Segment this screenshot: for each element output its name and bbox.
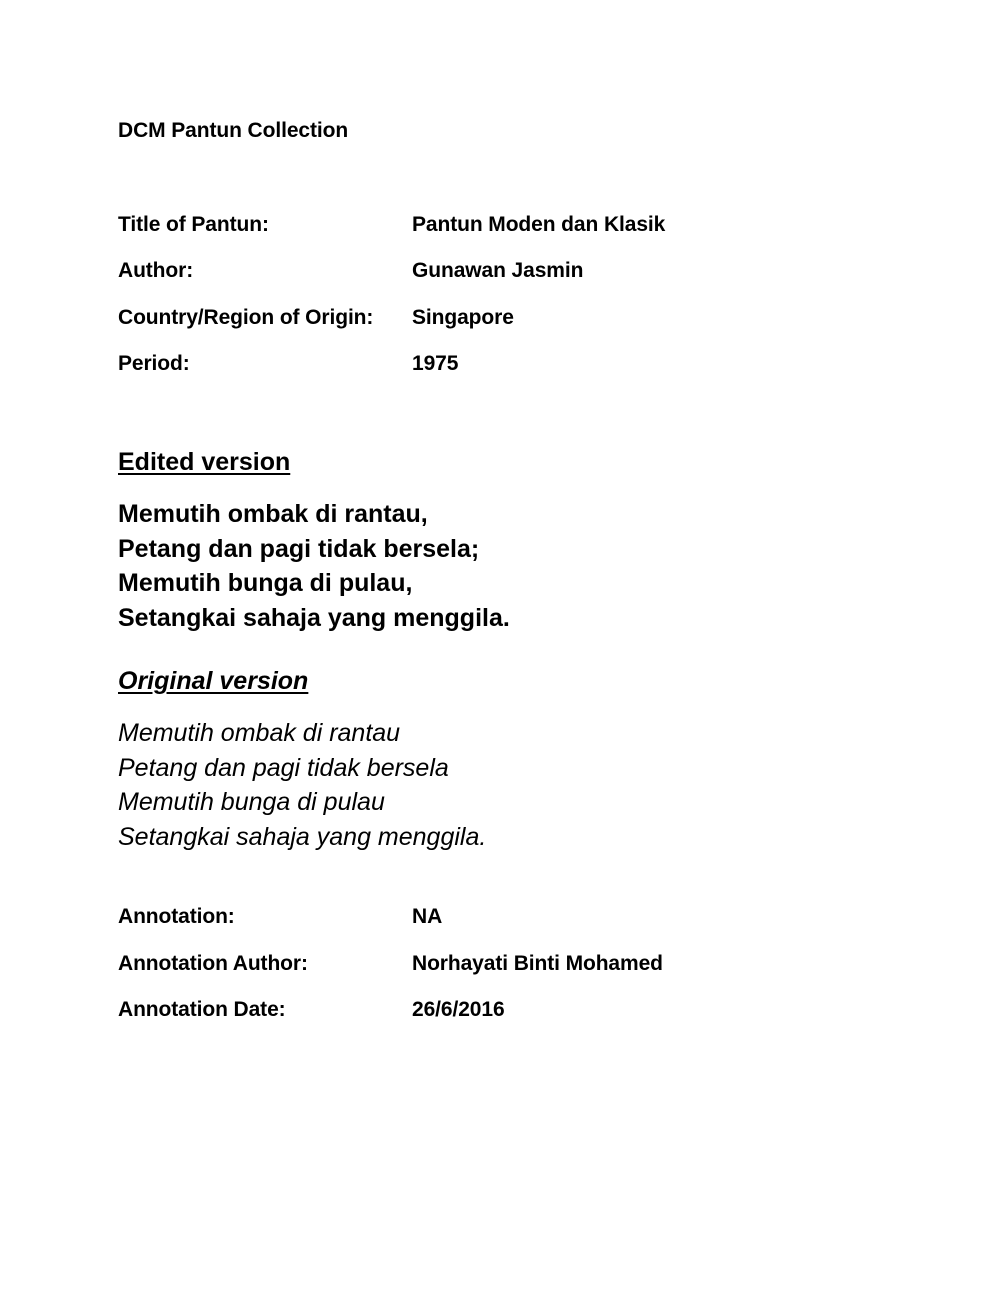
- title-label: Title of Pantun:: [118, 213, 269, 236]
- annotation-value: NA: [412, 905, 443, 928]
- poem-line: Memutih bunga di pulau,: [118, 569, 413, 597]
- poem-line: Memutih bunga di pulau: [118, 788, 385, 816]
- poem-line: Memutih ombak di rantau: [118, 719, 401, 747]
- annotation-author-label: Annotation Author:: [118, 952, 308, 975]
- annotation-date-label: Annotation Date:: [118, 998, 286, 1021]
- title-value: Pantun Moden dan Klasik: [412, 213, 666, 236]
- period-label: Period:: [118, 352, 190, 375]
- period-value: 1975: [412, 352, 459, 375]
- poem-line: Setangkai sahaja yang menggila.: [118, 822, 487, 851]
- original-poem: [118, 716, 486, 854]
- author-label: Author:: [118, 259, 194, 282]
- author-value: Gunawan Jasmin: [412, 259, 584, 282]
- collection-title: DCM Pantun Collection: [118, 119, 349, 142]
- annotation-label: Annotation:: [118, 905, 235, 928]
- edited-poem: [118, 497, 510, 635]
- poem-line: Petang dan pagi tidak bersela;: [118, 534, 480, 563]
- edited-version-heading: Edited version: [118, 448, 291, 476]
- original-version-heading: Original version: [118, 667, 309, 695]
- annotation-date-value: 26/6/2016: [412, 998, 505, 1021]
- origin-value: Singapore: [412, 306, 514, 329]
- poem-line: Memutih ombak di rantau,: [118, 500, 428, 528]
- origin-label: Country/Region of Origin:: [118, 306, 374, 329]
- annotation-author-value: Norhayati Binti Mohamed: [412, 952, 663, 975]
- poem-line: Setangkai sahaja yang menggila.: [118, 603, 510, 632]
- poem-line: Petang dan pagi tidak bersela: [118, 753, 449, 782]
